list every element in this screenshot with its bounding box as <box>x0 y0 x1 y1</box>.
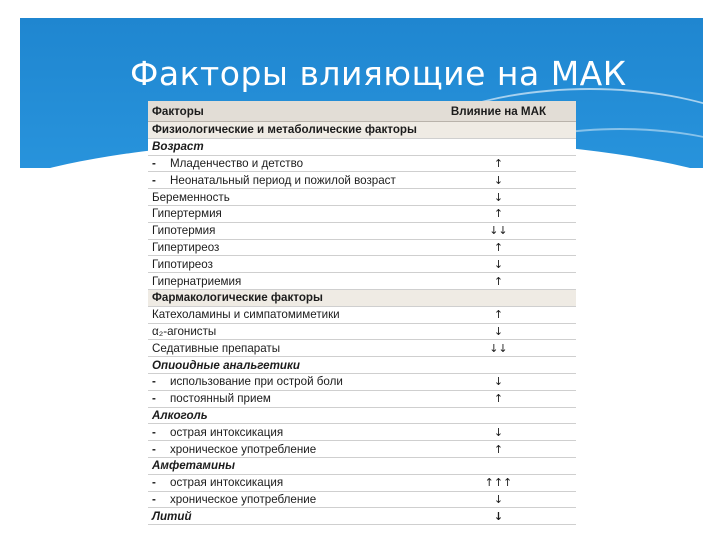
table-row <box>148 155 576 172</box>
factor-label: Седативные препараты <box>152 341 281 355</box>
effect-cell <box>421 138 576 155</box>
factor-label: острая интоксикация <box>170 476 284 490</box>
factor-cell <box>148 323 421 340</box>
table-group-row <box>148 407 576 424</box>
factor-label: Алкоголь <box>152 408 208 422</box>
factor-cell <box>148 189 421 206</box>
table-group-row <box>148 138 576 155</box>
factor-label: хроническое употребление <box>170 442 317 456</box>
table-row <box>148 222 576 239</box>
effect-cell: ↓ <box>421 323 576 340</box>
bullet-marker: - <box>152 476 156 490</box>
factor-label: Физиологические и метаболические факторы <box>152 123 417 137</box>
factor-label: Гипотермия <box>152 224 216 238</box>
factor-cell <box>148 289 421 306</box>
effect-cell <box>421 357 576 374</box>
effect-cell <box>421 407 576 424</box>
table-row <box>148 189 576 206</box>
effect-cell: ↑ <box>421 390 576 407</box>
factor-label: Опиоидные анальгетики <box>152 358 300 372</box>
bullet-marker: - <box>152 173 156 187</box>
table-row <box>148 340 576 357</box>
effect-cell: ↑ <box>421 239 576 256</box>
effect-cell: ↑ <box>421 306 576 323</box>
factor-label: Гипотиреоз <box>152 257 213 271</box>
bullet-marker: - <box>152 425 156 439</box>
factor-cell <box>148 441 421 458</box>
table-group-row <box>148 457 576 474</box>
effect-cell <box>421 457 576 474</box>
factor-cell <box>148 373 421 390</box>
effect-cell: ↑ <box>421 155 576 172</box>
factor-cell <box>148 424 421 441</box>
factor-cell <box>148 155 421 172</box>
factor-label: Гипернатриемия <box>152 274 242 288</box>
table-header-row <box>148 101 576 122</box>
table-row <box>148 239 576 256</box>
factor-label: острая интоксикация <box>170 425 284 439</box>
effect-cell: ↓ <box>421 424 576 441</box>
bullet-marker: - <box>152 492 156 506</box>
effect-cell: ↓ <box>421 508 576 525</box>
table-row <box>148 390 576 407</box>
factor-label: α₂-агонисты <box>152 324 217 338</box>
table-row <box>148 306 576 323</box>
table-row <box>148 172 576 189</box>
factor-label: Литий <box>152 509 192 523</box>
table-row <box>148 273 576 290</box>
effect-cell: ↓ <box>421 256 576 273</box>
effect-cell: ↑↑↑ <box>421 474 576 491</box>
bullet-marker: - <box>152 375 156 389</box>
table-row <box>148 474 576 491</box>
table-group-row <box>148 357 576 374</box>
table-section-row <box>148 289 576 306</box>
table-row <box>148 424 576 441</box>
factor-cell <box>148 205 421 222</box>
bullet-marker: - <box>152 392 156 406</box>
factor-cell <box>148 357 421 374</box>
table-section-row <box>148 122 576 139</box>
factor-cell <box>148 457 421 474</box>
factor-label: Гипертиреоз <box>152 240 220 254</box>
table-row <box>148 323 576 340</box>
bullet-marker: - <box>152 156 156 170</box>
table-row <box>148 205 576 222</box>
factor-label: Гипертермия <box>152 207 222 221</box>
slide-title: Факторы влияющие на МАК <box>130 54 627 93</box>
effect-cell: ↓ <box>421 491 576 508</box>
factor-cell <box>148 239 421 256</box>
effect-cell: ↓↓ <box>421 222 576 239</box>
factor-label: хроническое употребление <box>170 492 317 506</box>
effect-cell: ↑ <box>421 441 576 458</box>
effect-cell: ↓ <box>421 373 576 390</box>
factor-cell <box>148 122 421 139</box>
effect-cell <box>421 289 576 306</box>
factor-cell <box>148 306 421 323</box>
factor-cell <box>148 222 421 239</box>
table-row <box>148 491 576 508</box>
factor-label: Фармакологические факторы <box>152 291 323 305</box>
factor-cell <box>148 340 421 357</box>
table-group-row <box>148 508 576 525</box>
bullet-marker: - <box>152 442 156 456</box>
column-header-effect: Влияние на МАК <box>421 101 576 122</box>
factor-cell <box>148 273 421 290</box>
factor-label: Беременность <box>152 190 230 204</box>
effect-cell: ↓ <box>421 189 576 206</box>
factor-label: использование при острой боли <box>170 375 343 389</box>
factor-label: Возраст <box>152 140 204 154</box>
factor-cell <box>148 256 421 273</box>
factor-cell <box>148 138 421 155</box>
effect-cell <box>421 122 576 139</box>
column-header-factor: Факторы <box>148 101 421 122</box>
factor-label: постоянный прием <box>170 392 271 406</box>
table-row <box>148 441 576 458</box>
table-row <box>148 256 576 273</box>
factor-label: Катехоламины и симпатомиметики <box>152 308 340 322</box>
factor-cell <box>148 474 421 491</box>
factor-cell <box>148 508 421 525</box>
factor-label: Младенчество и детство <box>170 156 304 170</box>
factor-label: Неонатальный период и пожилой возраст <box>170 173 396 187</box>
factor-cell <box>148 172 421 189</box>
effect-cell: ↓↓ <box>421 340 576 357</box>
mac-factors-table <box>148 101 576 525</box>
factor-cell <box>148 407 421 424</box>
factor-cell <box>148 491 421 508</box>
effect-cell: ↑ <box>421 205 576 222</box>
table-body <box>148 122 576 525</box>
effect-cell: ↑ <box>421 273 576 290</box>
effect-cell: ↓ <box>421 172 576 189</box>
table-row <box>148 373 576 390</box>
factor-cell <box>148 390 421 407</box>
factor-label: Амфетамины <box>152 459 235 473</box>
